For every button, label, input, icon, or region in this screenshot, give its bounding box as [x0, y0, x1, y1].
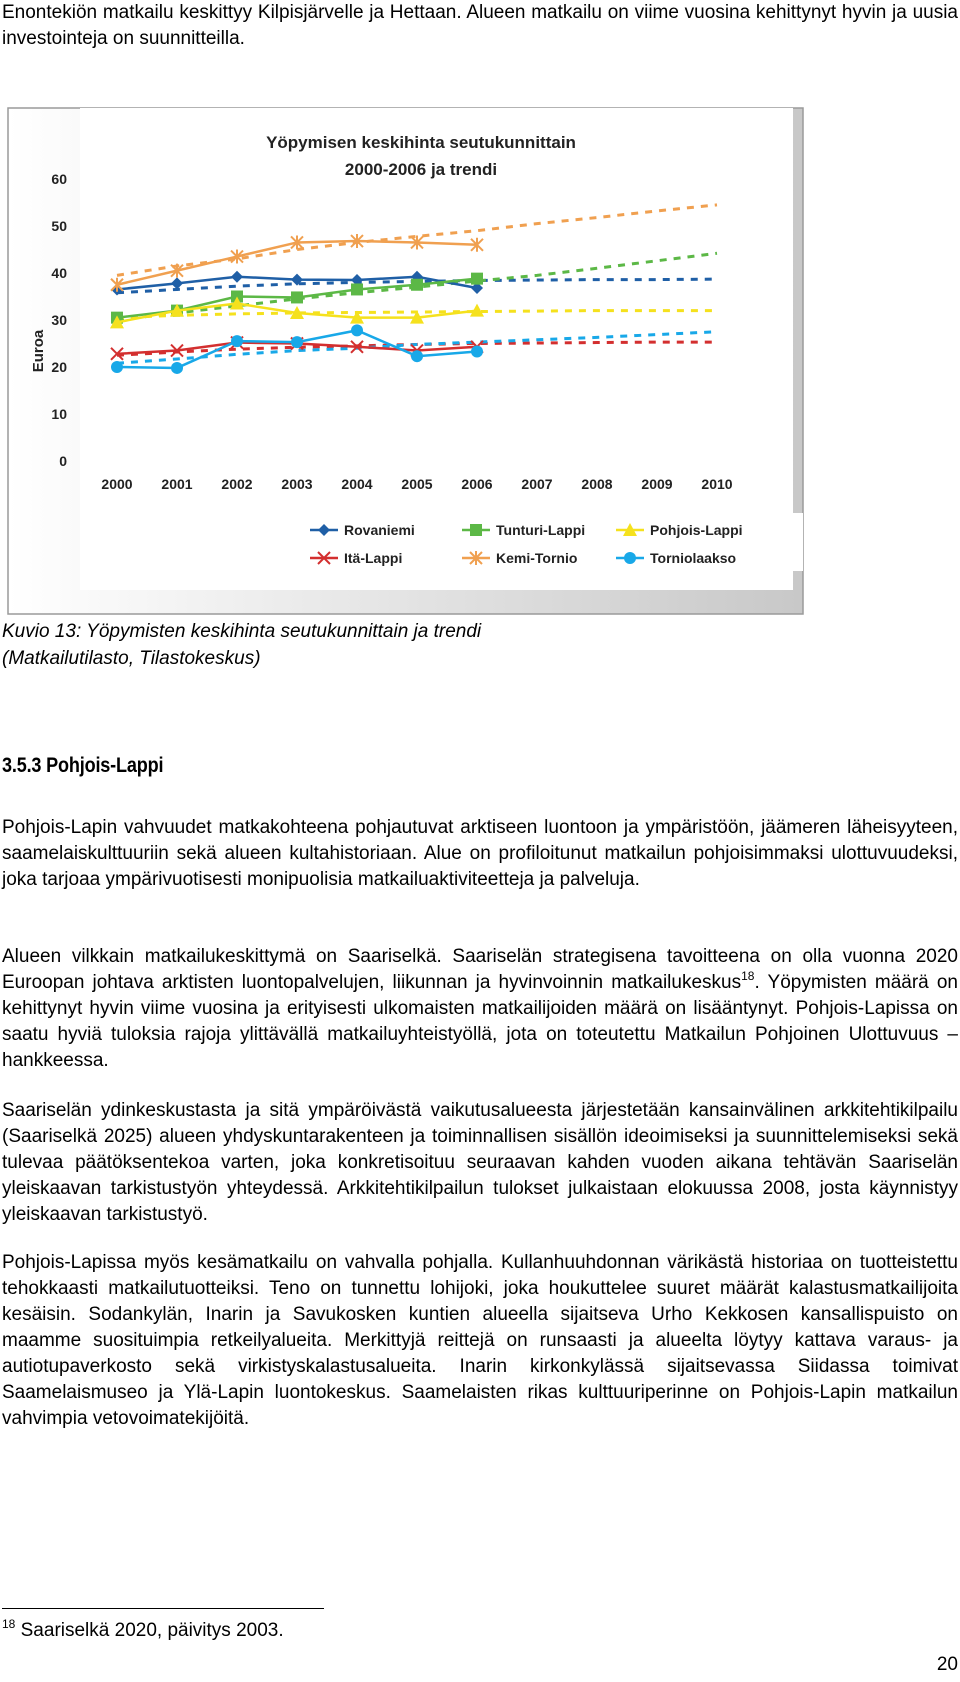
data-point [291, 336, 303, 348]
legend-label: Torniolaakso [650, 550, 737, 566]
paragraph-2-text-a: Alueen vilkkain matkailukeskittymä on Saariselkä. Saariselän strategisena tavoitteena on olla vuonna 2020 Euroopan johtava arktisten luontopalvelujen, liikunnan ja hyvinvoinnin matkailukeskus [2, 946, 958, 993]
x-tick-label: 2000 [101, 476, 133, 492]
y-tick-label: 50 [51, 218, 67, 234]
paragraph-2-text-b: . Yöpymisten määrä on kehittynyt hyvin viime vuosina ja erityisesti ulkomaisten matkailijoiden määrä on lisääntynyt. Pohjois-Lapissa on saatu hyviä tuloksia rajoja ylittävällä matkailuyhteistyöllä, jota on toteutettu Matkailun Pohjoinen Ulottuvuus –hankkeessa. [2, 972, 958, 1071]
data-point [411, 279, 423, 291]
x-tick-label: 2010 [701, 476, 733, 492]
figure-caption-source: (Matkailutilasto, Tilastokeskus) [2, 648, 261, 669]
intro-paragraph: Enontekiön matkailu keskittyy Kilpisjärvelle ja Hettaan. Alueen matkailu on viime vuosina kehittynyt hyvin ja uusia investointeja on suunnitteilla. [2, 2, 958, 49]
y-axis-label: Euroa [30, 329, 47, 373]
chart-title-line2: 2000-2006 ja trendi [344, 160, 498, 179]
legend-label: Tunturi-Lappi [496, 522, 586, 538]
y-tick-label: 10 [51, 406, 67, 422]
paragraph-4: Pohjois-Lapissa myös kesämatkailu on vahvalla pohjalla. Kullanhuuhdonnan värikästä historiaa on tuotteistettu tehokkaasti matkailutuotteiksi. Teno on tunnettu lohijoki, joka houkuttelee suuret määrät kalastusmatkailijoita kesäisin. Sodankylän, Inarin ja Savukosken kuntien alueella sijaitseva Urho Kekkosen kansallispuisto on maamme suosituimpia retkeilyalueita. Merkittyjä reittejä on runsaasti ja alueelta löytyy kattava varaus- ja autiotupaverkosto sekä virkistyskalastusalueita. Inarin kirkonkylässä sijaitsevassa Siidassa toimivat Saamelaismuseo ja Ylä-Lapin luontokeskus. Saamelaisten rikas kulttuuriperinne on Pohjois-Lapin matkailun vahvimpia vetovoimatekijöitä. [2, 1252, 958, 1429]
y-tick-label: 60 [51, 171, 67, 187]
legend-label: Rovaniemi [344, 522, 415, 538]
data-point [231, 335, 243, 347]
price-chart [0, 96, 960, 616]
section-heading: 3.5.3 Pohjois-Lappi [2, 754, 164, 777]
x-tick-label: 2006 [461, 476, 493, 492]
data-point [111, 361, 123, 373]
footnote [2, 1618, 284, 1644]
x-tick-label: 2009 [641, 476, 673, 492]
chart-legend [305, 513, 803, 571]
paragraph-2 [2, 944, 958, 1074]
chart-title-line1: Yöpymisen keskihinta seutukunnittain [266, 133, 576, 152]
x-tick-label: 2004 [341, 476, 373, 492]
data-point [411, 350, 423, 362]
x-tick-label: 2002 [221, 476, 253, 492]
x-tick-label: 2008 [581, 476, 613, 492]
footnote-text: Saariselkä 2020, päivitys 2003. [15, 1620, 284, 1641]
data-point [470, 524, 482, 536]
footnote-number: 18 [2, 1617, 16, 1631]
data-point [291, 291, 303, 303]
data-point [624, 552, 636, 564]
legend-label: Kemi-Tornio [496, 550, 578, 566]
x-tick-label: 2001 [161, 476, 193, 492]
legend-label: Itä-Lappi [344, 550, 403, 566]
x-tick-label: 2007 [521, 476, 553, 492]
figure-caption: Kuvio 13: Yöpymisten keskihinta seutukunnittain ja trendi [2, 621, 482, 642]
y-tick-label: 40 [51, 265, 67, 281]
data-point [471, 345, 483, 357]
data-point [351, 324, 363, 336]
y-tick-label: 20 [51, 359, 67, 375]
paragraph-1: Pohjois-Lapin vahvuudet matkakohteena pohjautuvat arktiseen luontoon ja ympäristöön, jäämeren läheisyyteen, saamelaiskulttuuriin sekä alueen kultahistoriaan. Alue on profiloitunut matkailun pohjoisimmaksi ulottuvuudeksi, joka tarjoaa ympärivuotisesti monipuolisia matkailuaktiviteetteja ja palveluja. [2, 817, 958, 890]
footnote-reference[interactable]: 18 [741, 969, 755, 983]
page-number: 20 [936, 1654, 958, 1675]
chart-canvas [0, 96, 960, 616]
data-point [471, 273, 483, 285]
x-tick-label: 2005 [401, 476, 433, 492]
paragraph-3: Saariselän ydinkeskustasta ja sitä ympäröivästä vaikutusalueesta järjestetään kansainvälinen arkkitehtikilpailu (Saariselkä 2025) alueen yhdyskuntarakenteen ja toiminnallisen sisällön ideoimiseksi ja suunnittelemiseksi sekä tulevaa päätöksentekoa varten, joka konkretisoituu seuraavan kahden vuoden aikana tehtävän Saariselän yleiskaavan tarkistustyön yhteydessä. Arkkitehtikilpailun tulokset julkaistaan elokuussa 2008, josta käynnistyy yleiskaavan tarkistustyö. [2, 1100, 958, 1225]
y-tick-label: 0 [59, 453, 67, 469]
legend-label: Pohjois-Lappi [650, 522, 743, 538]
footnote-divider [2, 1608, 324, 1609]
y-tick-label: 30 [51, 312, 67, 328]
data-point [171, 362, 183, 374]
x-tick-label: 2003 [281, 476, 313, 492]
data-point [351, 283, 363, 295]
